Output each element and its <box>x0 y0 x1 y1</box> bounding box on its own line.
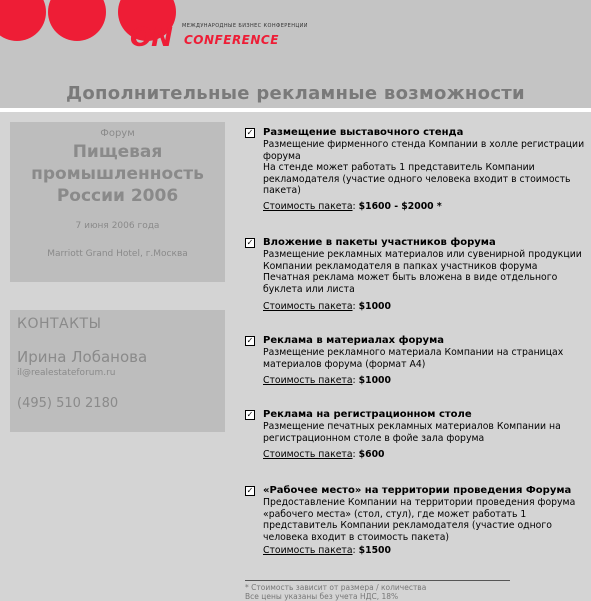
forum-info-box <box>10 122 225 282</box>
contact-phone: (495) 510 2180 <box>17 396 119 411</box>
header <box>0 0 591 108</box>
footnote-vat: Все цены указаны без учета НДС, 18% <box>245 592 399 601</box>
offer-title: Размещение выставочного стенда <box>263 127 464 138</box>
logo-on: ON <box>130 23 172 53</box>
price-value: $1600 - $2000 * <box>358 201 442 212</box>
price-label: Стоимость пакета <box>263 201 353 212</box>
price-label: Стоимость пакета <box>263 545 353 556</box>
contact-person: Ирина Лобанова <box>17 348 148 366</box>
contacts-heading: КОНТАКТЫ <box>17 316 102 332</box>
footnote-divider <box>245 580 510 581</box>
checkbox-icon[interactable]: ✓ <box>246 486 254 495</box>
divider <box>0 108 591 112</box>
conference-logo[interactable] <box>130 22 310 62</box>
footnotes <box>245 583 426 601</box>
logo-tagline: МЕЖДУНАРОДНЫЕ БИЗНЕС КОНФЕРЕНЦИИ <box>182 23 308 29</box>
price-value: $1000 <box>358 375 391 386</box>
checkbox-icon[interactable]: ✓ <box>246 410 254 419</box>
offer-title: Реклама в материалах форума <box>263 335 444 346</box>
price-value: $600 <box>358 449 385 460</box>
price-value: $1000 <box>358 301 391 312</box>
checkbox-icon[interactable]: ✓ <box>246 128 254 137</box>
offer-description: Размещение печатных рекламных материалов Компании на регистрационном столе в фойе зала форума <box>263 421 561 444</box>
forum-date: 7 июня 2006 года <box>75 221 160 231</box>
offer-price: Стоимость пакета: $600 <box>263 449 385 460</box>
offer-description: Размещение рекламных материалов или сувенирной продукции Компании рекламодателя в папках участников форума Печатная реклама может быть вложена в виде отдельного буклета или листа <box>263 249 582 295</box>
decor-circle-2 <box>48 0 106 41</box>
offer-title: «Рабочее место» на территории проведения Форума <box>263 485 572 496</box>
decor-circle-1 <box>0 0 46 41</box>
logo-conference: CONFERENCE <box>184 33 279 47</box>
offer-title: Вложение в пакеты участников форума <box>263 237 496 248</box>
offer-description: Предоставление Компании на территории проведения форума «рабочего места» (стол, стул), где может работать 1 представитель Компании рекламодателя (участие одного человека входит в стоимость пакета) <box>263 497 576 543</box>
offer-price: Стоимость пакета: $1000 <box>263 301 391 312</box>
price-label: Стоимость пакета <box>263 301 353 312</box>
footnote-asterisk: * Стоимость зависит от размера / количества <box>245 583 427 592</box>
contacts-box <box>10 310 225 432</box>
price-label: Стоимость пакета <box>263 449 353 460</box>
checkbox-icon[interactable]: ✓ <box>246 238 254 247</box>
contact-email[interactable]: il@realestateforum.ru <box>17 368 116 378</box>
page-title: Дополнительные рекламные возможности <box>66 83 525 104</box>
forum-label: Форум <box>100 128 135 139</box>
offer-price: Стоимость пакета: $1500 <box>263 545 391 556</box>
price-value: $1500 <box>358 545 391 556</box>
price-label: Стоимость пакета <box>263 375 353 386</box>
offer-title: Реклама на регистрационном столе <box>263 409 472 420</box>
forum-name: Пищевая промышленность России 2006 <box>31 142 204 206</box>
offer-description: Размещение фирменного стенда Компании в холле регистрации форума На стенде может работать 1 представитель Компании рекламодателя (участие одного человека входит в стоимость пакета) <box>263 139 585 196</box>
offer-description: Размещение рекламного материала Компании на страницах материалов форума (формат А4) <box>263 347 564 370</box>
offer-price: Стоимость пакета: $1000 <box>263 375 391 386</box>
checkbox-icon[interactable]: ✓ <box>246 336 254 345</box>
offer-price: Стоимость пакета: $1600 - $2000 * <box>263 201 442 212</box>
forum-venue: Marriott Grand Hotel, г.Москва <box>47 249 188 259</box>
